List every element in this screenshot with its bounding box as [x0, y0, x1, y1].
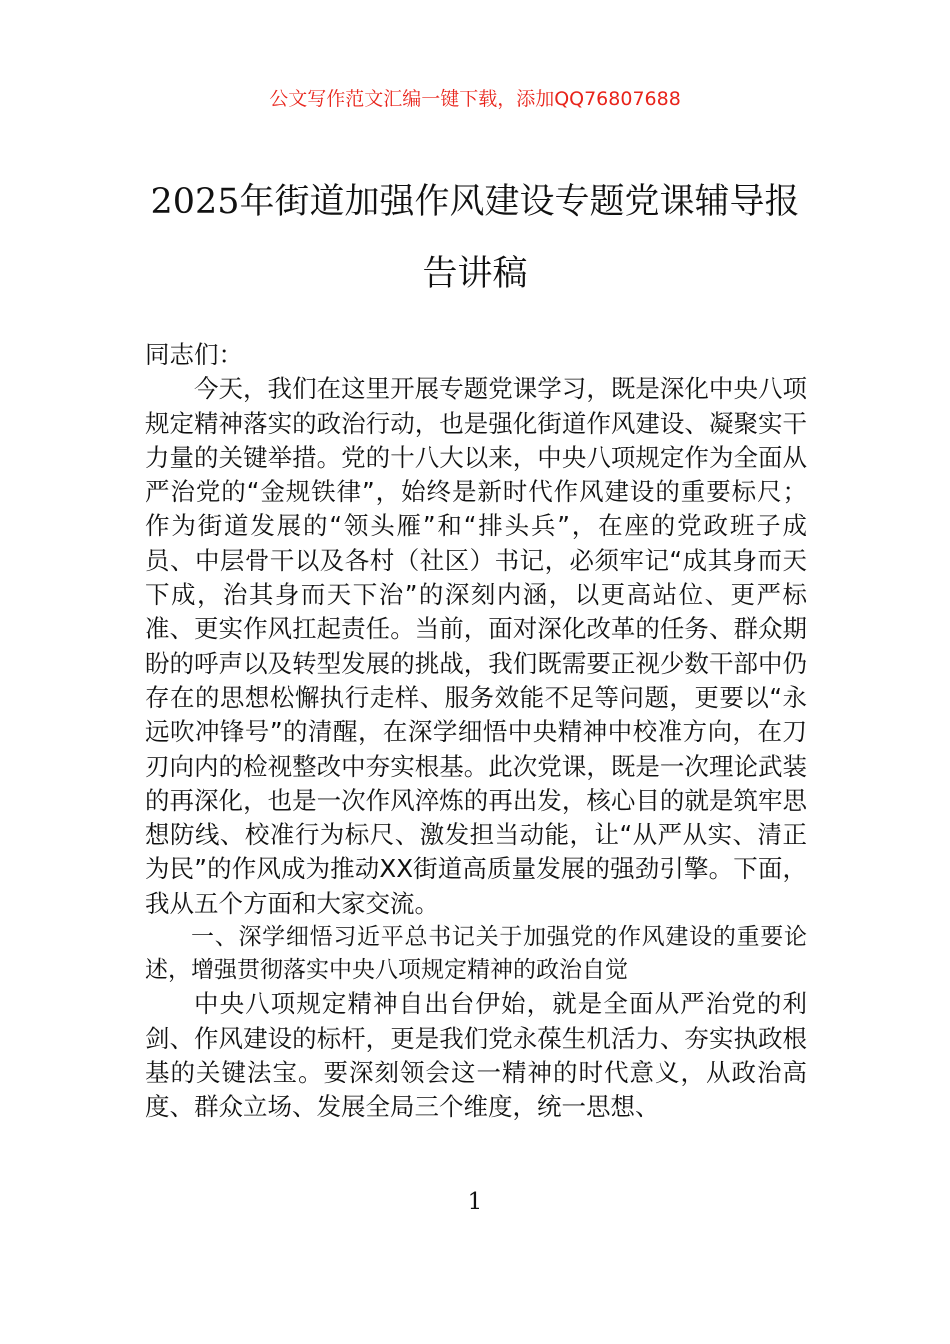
page-number: 1	[467, 1189, 483, 1215]
section-paragraph: 中央八项规定精神自出台伊始，就是全面从严治党的利剑、作风建设的标杆，更是我们党永葆生机活力、夯实执政根基的关键法宝。要深刻领会这一精神的时代意义，从政治高度、群众立场、发展全局三个维度，统一思想、	[145, 989, 807, 1122]
download-promo-note: 公文写作范文汇编一键下载，添加QQ76807688	[269, 88, 681, 110]
document-body	[145, 338, 807, 1125]
salutation: 同志们：	[145, 340, 243, 369]
intro-paragraph: 今天，我们在这里开展专题党课学习，既是深化中央八项规定精神落实的政治行动，也是强化街道作风建设、凝聚实干力量的关键举措。党的十八大以来，中央八项规定作为全面从严治党的“金规铁律”，始终是新时代作风建设的重要标尺；作为街道发展的“领头雁”和“排头兵”，在座的党政班子成员、中层骨干以及各村（社区）书记，必须牢记“成其身而天下成，治其身而天下治”的深刻内涵，以更高站位、更严标准、更实作风扛起责任。当前，面对深化改革的任务、群众期盼的呼声以及转型发展的挑战，我们既需要正视少数干部中仍存在的思想松懈执行走样、服务效能不足等问题，更要以“永远吹冲锋号”的清醒，在深学细悟中央精神中校准方向，在刀刃向内的检视整改中夯实根基。此次党课，既是一次理论武装的再深化，也是一次作风淬炼的再出发，核心目的就是筑牢思想防线、校准行为标尺、激发担当动能，让“从严从实、清正为民”的作风成为推动XX街道高质量发展的强劲引擎。下面，我从五个方面和大家交流。	[145, 374, 807, 918]
section-heading: 一、深学细悟习近平总书记关于加强党的作风建设的重要论述，增强贯彻落实中央八项规定精神的政治自觉	[145, 924, 807, 984]
document-title: 2025年街道加强作风建设专题党课辅导报告讲稿	[150, 182, 800, 294]
